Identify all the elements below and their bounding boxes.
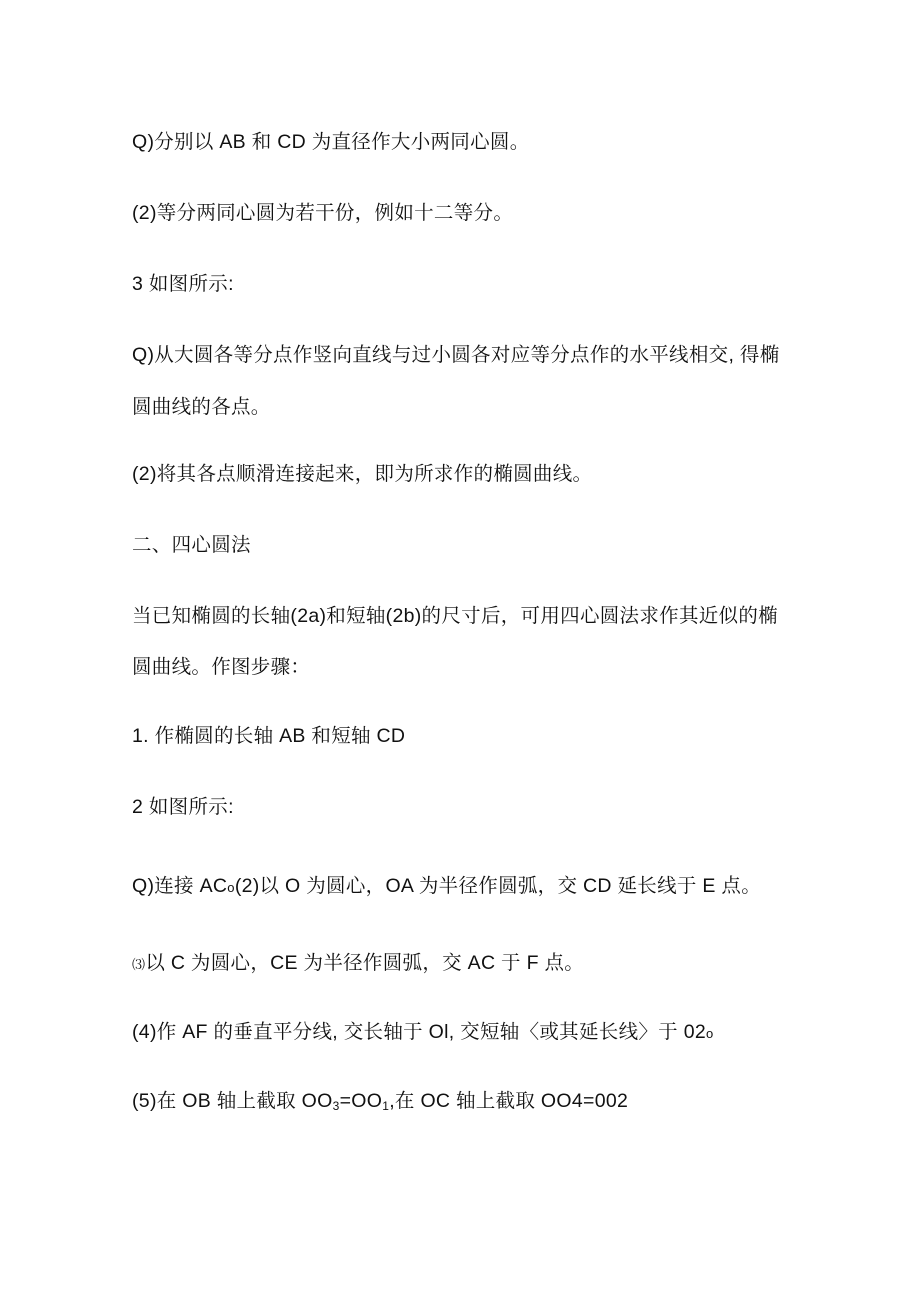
text-line-12-part-c: (2)以 O 为圆心，OA 为半径作圆弧，交 CD 延长线于 E 点。 [234, 875, 762, 897]
text-line-1: Q)分别以 AB 和 CD 为直径作大小两同心圆。 [132, 131, 530, 153]
text-line-6: (2)将其各点顺滑连接起来，即为所求作的椭圆曲线。 [132, 463, 593, 485]
text-line-14 [132, 1020, 714, 1046]
text-line-13-body: 以 C 为圆心，CE 为半径作圆弧，交 AC 于 F 点。 [145, 952, 585, 974]
text-line-15 [132, 1089, 628, 1113]
text-line-14-body: (4)作 AF 的垂直平分线, 交长轴于 Ol, 交短轴〈或其延长线〉于 02 [132, 1021, 706, 1043]
text-line-11: 2 如图所示: [132, 796, 234, 818]
text-line-10: 1. 作椭圆的长轴 AB 和短轴 CD [132, 725, 406, 747]
text-line-15-part-a: (5)在 OB 轴上截取 OO [132, 1090, 333, 1112]
text-line-14-small-o: o [705, 1026, 714, 1041]
text-line-5: 圆曲线的各点。 [132, 396, 271, 418]
text-line-12-small-o: o [227, 880, 235, 895]
text-line-13-marker: ⑶ [132, 957, 146, 972]
text-line-3: 3 如图所示: [132, 273, 234, 295]
text-line-2: (2)等分两同心圆为若干份，例如十二等分。 [132, 202, 514, 224]
text-line-15-part-b: =OO [339, 1090, 383, 1112]
text-line-12 [132, 874, 761, 900]
section-heading: 二、四心圆法 [132, 534, 251, 556]
text-line-15-part-c: ,在 OC 轴上截取 OO4=002 [389, 1090, 629, 1112]
text-line-15-sub-1: 3 [332, 1099, 340, 1113]
text-line-13 [132, 951, 584, 977]
text-line-4: Q)从大圆各等分点作竖向直线与过小圆各对应等分点作的水平线相交, 得椭 [132, 344, 780, 366]
text-line-9: 圆曲线。作图步骤： [132, 656, 311, 678]
text-line-12-part-a: Q)连接 AC [132, 875, 228, 897]
text-line-15-sub-2: 1 [382, 1099, 390, 1113]
text-line-8: 当已知椭圆的长轴(2a)和短轴(2b)的尺寸后，可用四心圆法求作其近似的椭 [132, 605, 778, 627]
